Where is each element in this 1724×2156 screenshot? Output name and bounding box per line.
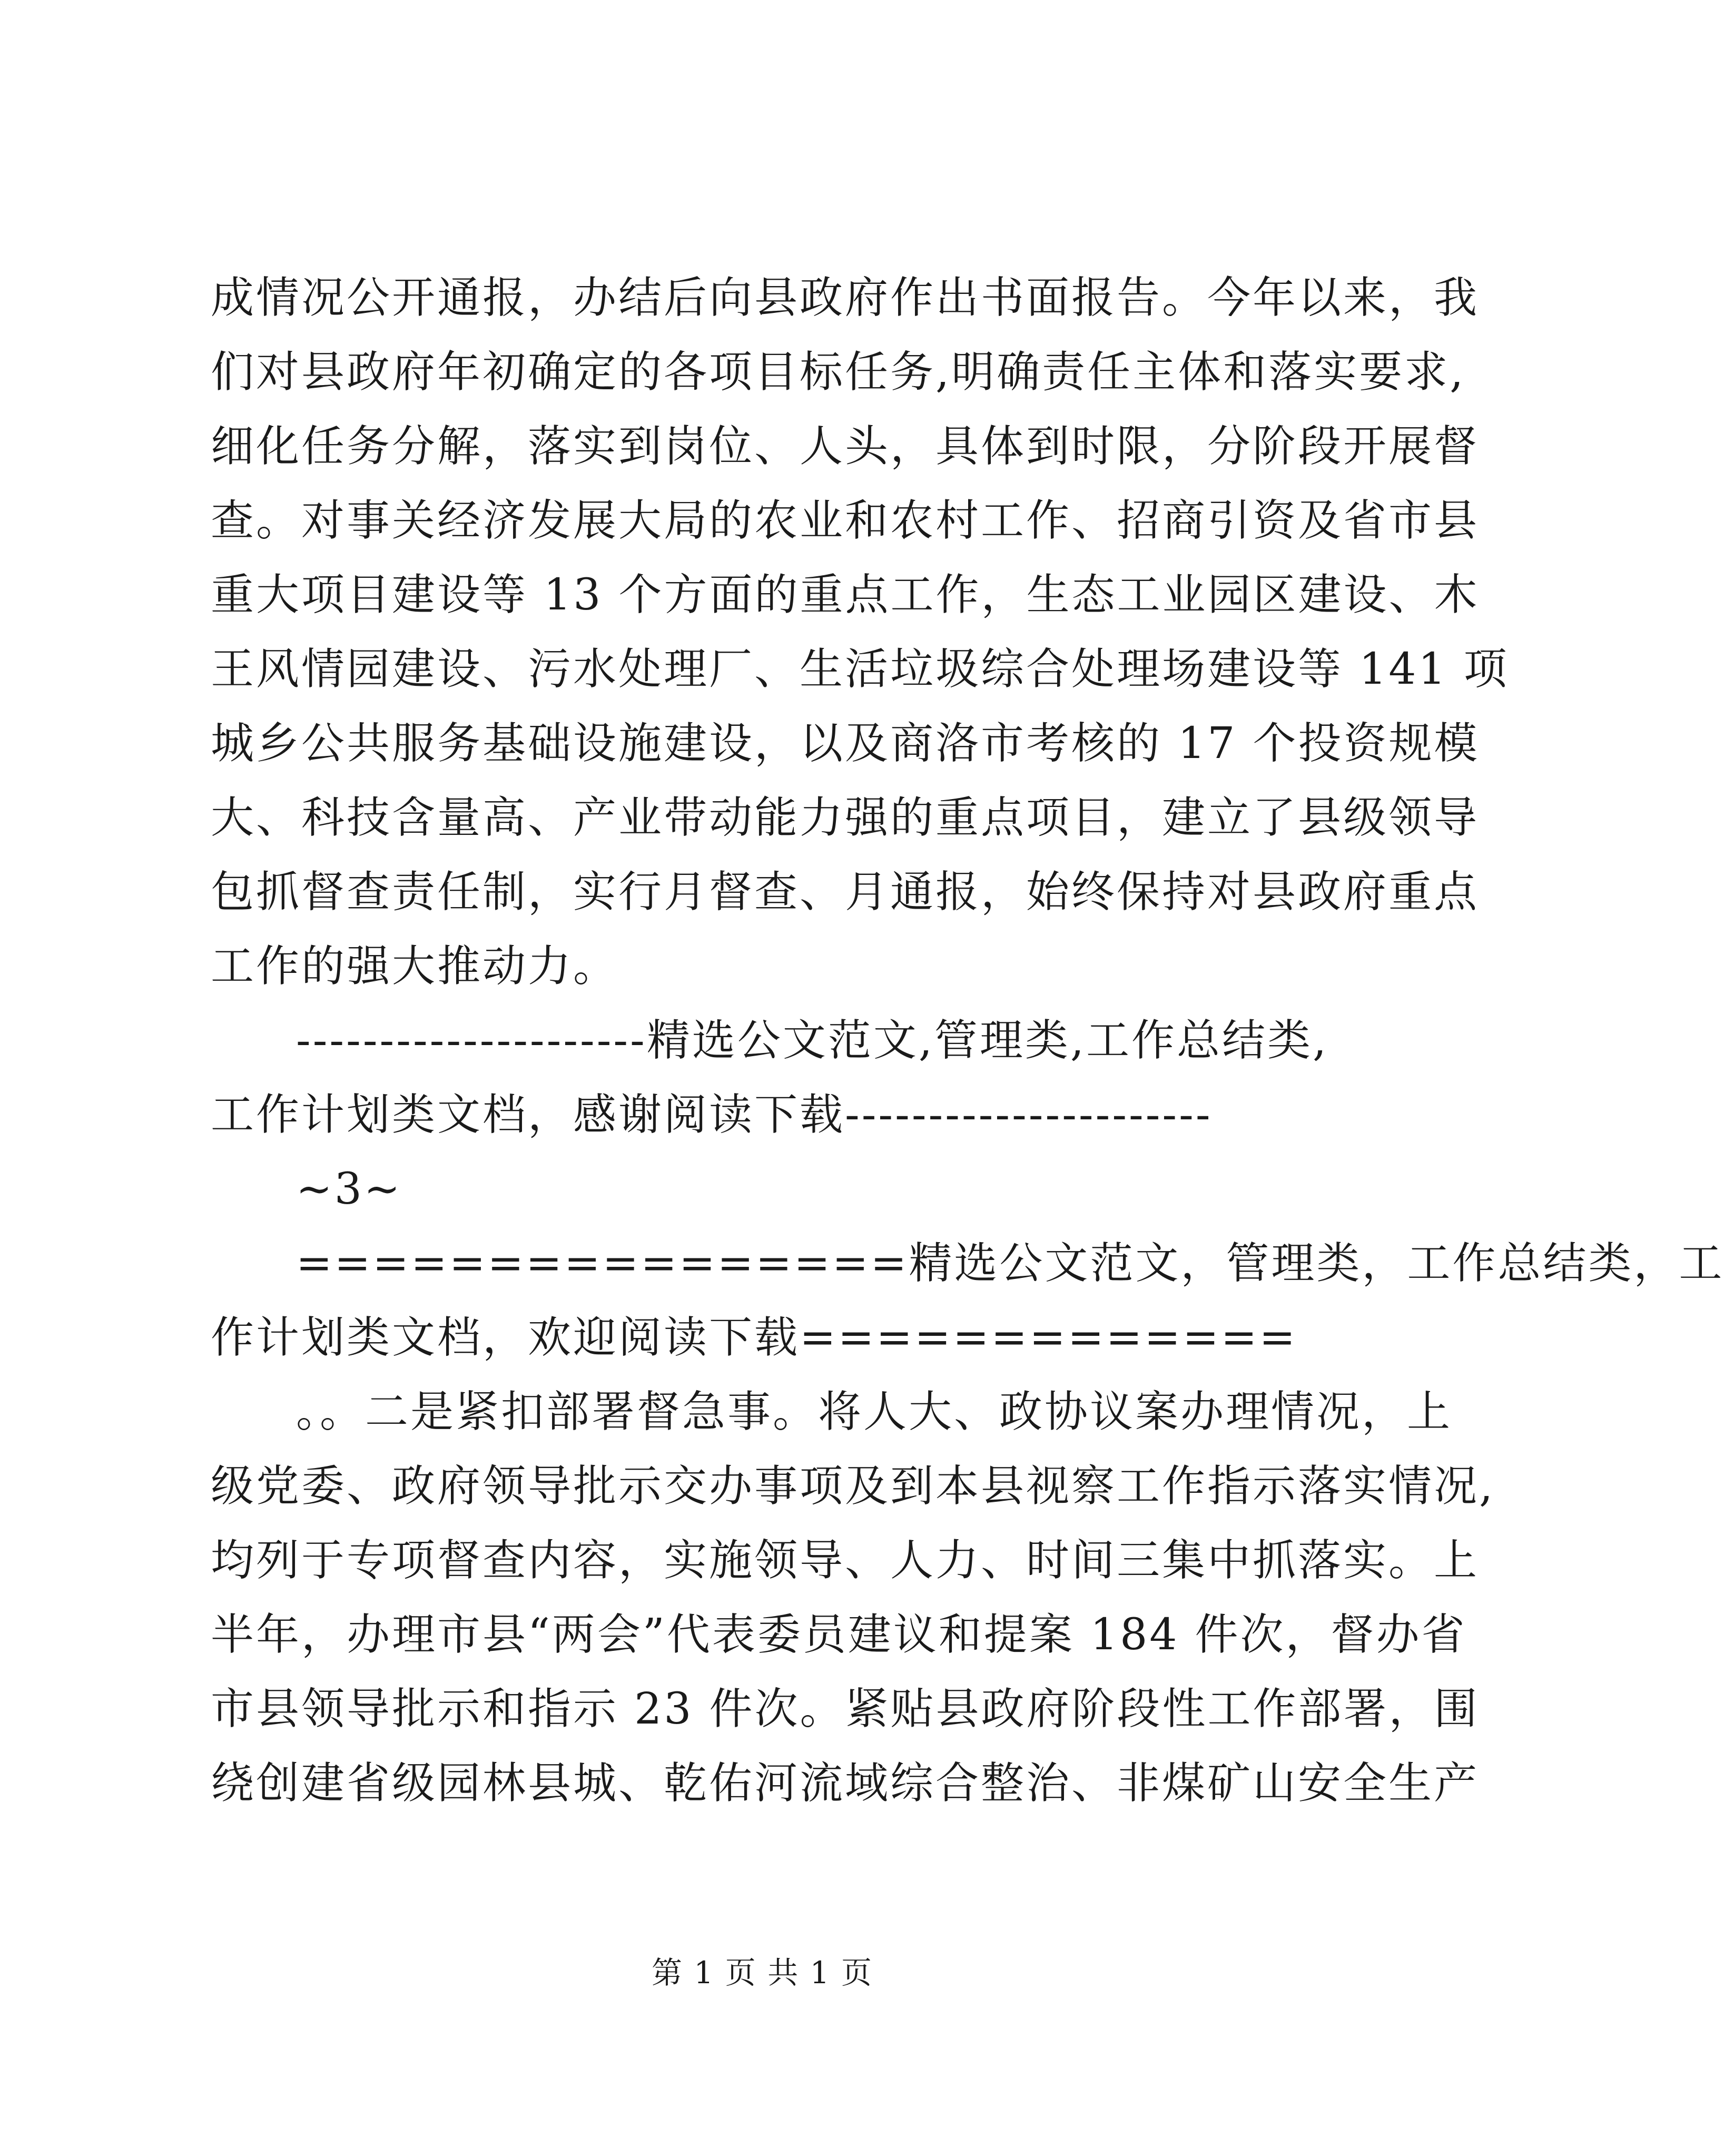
divider-notice-line: ================精选公文范文，管理类，工作总结类，工 <box>296 1238 1724 1288</box>
text-line: 半年，办理市县“两会”代表委员建议和提案 184 件次，督办省 <box>211 1610 1467 1660</box>
divider-notice-line: ---------------------精选公文范文,管理类,工作总结类, <box>296 1016 1329 1066</box>
text-line: 包抓督查责任制，实行月督查、月通报，始终保持对县政府重点 <box>211 867 1480 917</box>
text-line: 工作的强大推动力。 <box>211 941 619 991</box>
text-line: 们对县政府年初确定的各项目标任务,明确责任主体和落实要求, <box>211 347 1466 397</box>
document-body <box>211 261 1724 1820</box>
text-line: 市县领导批示和指示 23 件次。紧贴县政府阶段性工作部署，围 <box>211 1684 1480 1734</box>
text-line: 级党委、政府领导批示交办事项及到本县视察工作指示落实情况, <box>211 1461 1495 1511</box>
text-line: 。。二是紧扣部署督急事。将人大、政协议案办理情况，上 <box>296 1387 1453 1437</box>
text-line: 查。对事关经济发展大局的农业和农村工作、招商引资及省市县 <box>211 496 1480 546</box>
page-footer: 第 1 页 共 1 页 <box>652 1955 873 1991</box>
text-line: 均列于专项督查内容，实施领导、人力、时间三集中抓落实。上 <box>211 1535 1480 1586</box>
text-line: 王风情园建设、污水处理厂、生活垃圾综合处理场建设等 141 项 <box>211 644 1509 694</box>
text-line: 绕创建省级园林县城、乾佑河流域综合整治、非煤矿山安全生产 <box>211 1758 1480 1808</box>
divider-notice-line: 工作计划类文档，感谢阅读下载---------------------- <box>211 1090 1213 1140</box>
text-line: 细化任务分解，落实到岗位、人头，具体到时限，分阶段开展督 <box>211 421 1480 471</box>
text-line: 城乡公共服务基础设施建设，以及商洛市考核的 17 个投资规模 <box>211 718 1480 769</box>
text-line: 重大项目建设等 13 个方面的重点工作，生态工业园区建设、木 <box>211 570 1480 620</box>
text-line: 成情况公开通报，办结后向县政府作出书面报告。今年以来，我 <box>211 273 1480 323</box>
divider-notice-line: 作计划类文档，欢迎阅读下载============= <box>211 1313 1298 1363</box>
text-line: 大、科技含量高、产业带动能力强的重点项目，建立了县级领导 <box>211 793 1480 843</box>
inline-page-number: ~3~ <box>296 1164 402 1214</box>
